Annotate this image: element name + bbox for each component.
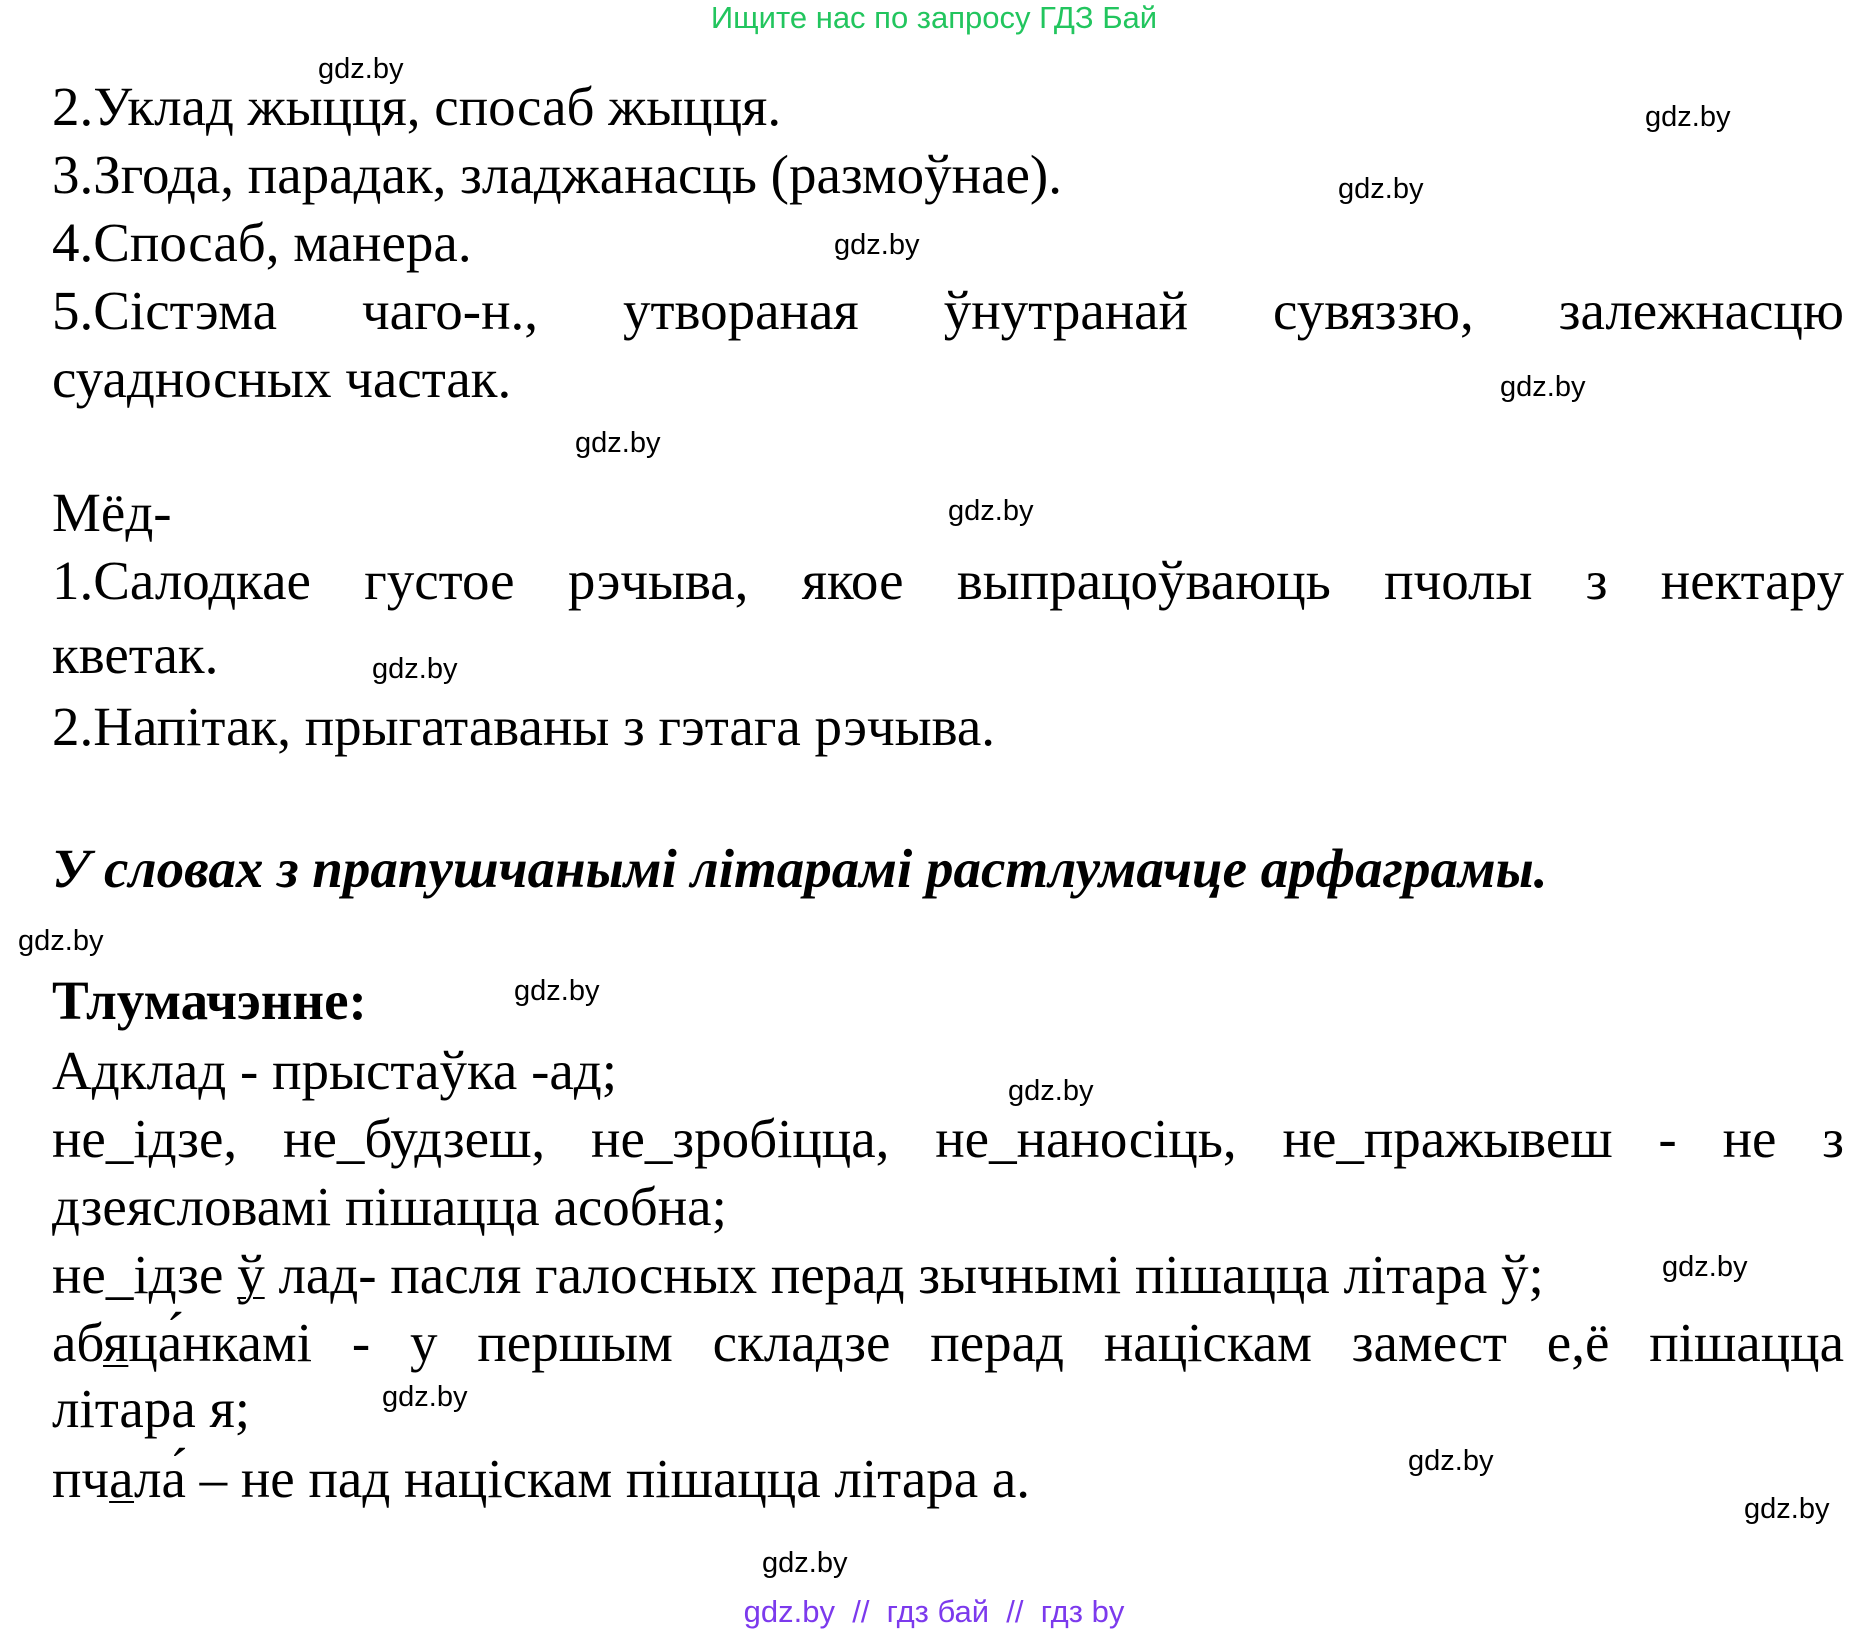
site-footer: gdz.by // гдз бай // гдз by bbox=[743, 1594, 1125, 1629]
definition-line: 2.Уклад жыцця, спосаб жыцця. bbox=[52, 76, 782, 137]
watermark: gdz.by bbox=[318, 53, 404, 85]
site-banner: Ищите нас по запросу ГДЗ Бай bbox=[710, 0, 1158, 35]
watermark: gdz.by bbox=[1744, 1493, 1830, 1525]
word-title: Мёд- bbox=[52, 482, 172, 543]
watermark: gdz.by bbox=[1645, 101, 1731, 133]
explanation-line: абяца́нкамі - у першым складзе перад націскам замест е,ё пішацца bbox=[52, 1312, 1844, 1373]
underlined-letter: ў bbox=[237, 1244, 265, 1305]
definition-line: суадносных частак. bbox=[52, 348, 512, 409]
watermark: gdz.by bbox=[1408, 1445, 1494, 1477]
explanation-line: не_ідзе, не_будзеш, не_зробіцца, не_наносіць, не_пражывеш - не з bbox=[52, 1108, 1844, 1169]
underlined-letter: я bbox=[103, 1312, 129, 1373]
watermark: gdz.by bbox=[948, 495, 1034, 527]
definition-line: 2.Напітак, прыгатаваны з гэтага рэчыва. bbox=[52, 696, 996, 757]
definition-line: 1.Салодкае густое рэчыва, якое выпрацоўваюць пчолы з нектару bbox=[52, 550, 1844, 611]
watermark: gdz.by bbox=[514, 975, 600, 1007]
explanation-line: дзеясловамі пішацца асобна; bbox=[52, 1176, 727, 1237]
watermark: gdz.by bbox=[1662, 1251, 1748, 1283]
watermark: gdz.by bbox=[1500, 371, 1586, 403]
underlined-letter: а bbox=[109, 1448, 135, 1509]
watermark: gdz.by bbox=[18, 925, 104, 957]
watermark: gdz.by bbox=[1338, 173, 1424, 205]
underlined-letter: д bbox=[91, 1040, 120, 1101]
watermark: gdz.by bbox=[1008, 1075, 1094, 1107]
watermark: gdz.by bbox=[372, 653, 458, 685]
definition-line: кветак. bbox=[52, 624, 219, 685]
watermark: gdz.by bbox=[762, 1547, 848, 1579]
watermark: gdz.by bbox=[575, 427, 661, 459]
watermark: gdz.by bbox=[382, 1381, 468, 1413]
definition-line: 3.Згода, парадак, зладжанасць (размоўнае). bbox=[52, 144, 1062, 205]
explanation-line: Адклад - прыстаўка -ад; bbox=[52, 1040, 618, 1101]
definition-line: 5.Сістэма чаго-н., утвораная ўнутранай сувяззю, залежнасцю bbox=[52, 280, 1844, 341]
explanation-line: літара я; bbox=[52, 1378, 251, 1439]
explanation-line: не_ідзе ў лад- пасля галосных перад зычнымі пішацца літара ў; bbox=[52, 1244, 1544, 1305]
task-heading: У словах з прапушчанымі літарамі растлумачце арфаграмы. bbox=[52, 838, 1548, 899]
explanation-line: пчала́ – не пад націскам пішацца літара а. bbox=[52, 1448, 1031, 1509]
definition-line: 4.Спосаб, манера. bbox=[52, 212, 472, 273]
explanation-label: Тлумачэнне: bbox=[52, 970, 367, 1031]
watermark: gdz.by bbox=[834, 229, 920, 261]
